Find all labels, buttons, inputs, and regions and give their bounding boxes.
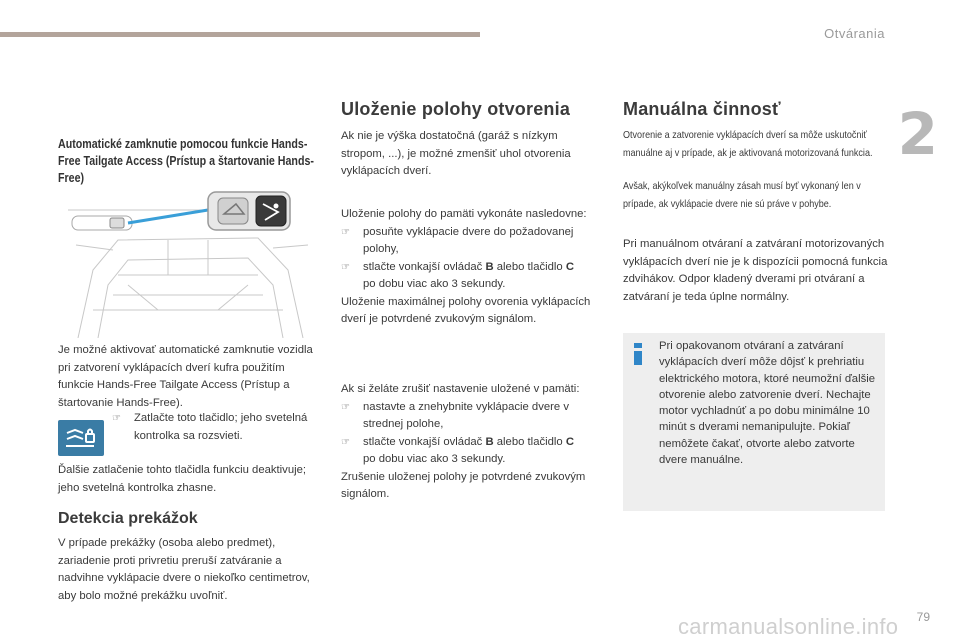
- intro-paragraph: Je možné aktivovať automatické zamknutie vozidla pri zatvorení vyklápacích dverí kufra použitím funkcie Hands-Free Tailgate Access (Prístup a štartovanie Hands-Free).: [58, 344, 313, 409]
- bullet-arrow-icon: ☞: [341, 401, 350, 413]
- info-icon: [631, 343, 645, 365]
- obstacle-text: V prípade prekážky (osoba alebo predmet), zariadenie proti privretiu preruší zatváranie a nadvihne vyklápacie dvere o niekoľko centimetrov, aby bolo možné prekážku uvoľniť.: [58, 537, 310, 602]
- chapter-number: 2: [897, 100, 938, 168]
- bullet-arrow-icon: ☞: [341, 436, 350, 448]
- save-confirm: Uloženie maximálnej polohy ovorenia vyklápacích dverí je potvrdené zvukovým signálom.: [341, 295, 591, 325]
- save-position-title: Uloženie polohy otvorenia: [341, 99, 571, 119]
- chapter-title: Otvárania: [824, 26, 885, 41]
- info-text: Pri opakovanom otváraní a zatváraní vyklápacích dverí môže dôjsť k prehriatiu elektrického motora, ktoré neumožní ďalšie otvorenie alebo zatvorenie dverí. Nechajte motor vychladnúť a po dobu minimálne 10 minút s dverami nemanipulujte. Pokiaľ nemôžete čakať, otvorte alebo zatvorte dvere manuálne.: [659, 340, 876, 467]
- save-step-1: ☞ posuňte vyklápacie dvere do požadovanej polohy,: [341, 225, 574, 255]
- header-bar: [0, 32, 480, 37]
- save-steps: [341, 206, 603, 329]
- cancel-step-1: ☞ nastavte a znehybnite vyklápacie dvere v strednej polohe,: [341, 400, 569, 430]
- deactivate-text: Ďalšie zatlačenie tohto tlačidla funkciu deaktivuje; jeho svetelná kontrolka zhasne.: [58, 464, 307, 494]
- page-number: 79: [916, 610, 930, 624]
- cancel-steps: [341, 381, 603, 504]
- save-intro-text: Ak nie je výška dostatočná (garáž s nízkym stropom, ...), je možné zmenšiť uhol otvorenia vyklápacích dverí.: [341, 130, 571, 177]
- save-step-2: ☞ stlačte vonkajší ovládač B alebo tlačidlo C po dobu viac ako 3 sekundy.: [341, 260, 575, 290]
- cancel-confirm: Zrušenie uloženej polohy je potvrdené zvukovým signálom.: [341, 470, 586, 500]
- manual-condition-1: Otvorenie a zatvorenie vyklápacích dverí sa môže uskutočniť manuálne aj v prípade, ak je aktivovaná motorizovaná funkcia.: [623, 129, 873, 159]
- bullet-arrow-icon: ☞: [112, 413, 121, 424]
- hands-free-heading: Automatické zamknutie pomocou funkcie Hands-Free Tailgate Access (Prístup a štartovanie Hands-Free): [58, 136, 314, 185]
- hands-free-button-icon: [58, 420, 104, 456]
- step-text: Zatlačte toto tlačidlo; jeho svetelná kontrolka sa rozsvieti.: [134, 412, 308, 442]
- cancel-intro: Ak si želáte zrušiť nastavenie uložené v pamäti:: [341, 383, 580, 395]
- save-intro: Uloženie polohy do pamäti vykonáte nasledovne:: [341, 208, 587, 220]
- cancel-step-2: ☞ stlačte vonkajší ovládač B alebo tlačidlo C po dobu viac ako 3 sekundy.: [341, 435, 575, 465]
- step-item: [112, 410, 312, 445]
- tailgate-illustration: [58, 190, 316, 338]
- manual-operation-title: Manuálna činnosť: [623, 99, 781, 119]
- manual-condition-2: Avšak, akýkoľvek manuálny zásah musí byť vykonaný len v prípade, ak vyklápacie dvere nie sú práve v pohybe.: [623, 180, 861, 210]
- obstacle-title: Detekcia prekážok: [58, 510, 198, 527]
- bullet-arrow-icon: ☞: [341, 226, 350, 238]
- bullet-arrow-icon: ☞: [341, 261, 350, 273]
- info-box: [623, 333, 885, 511]
- manual-body-text: Pri manuálnom otváraní a zatváraní motorizovaných vyklápacích dverí nie je k dispozícii pomocná funkcia zdvihákov. Odpor kladený dverami pri otváraní a zatváraní je teda úplne normálny.: [623, 238, 888, 303]
- watermark: carmanualsonline.info: [678, 614, 899, 639]
